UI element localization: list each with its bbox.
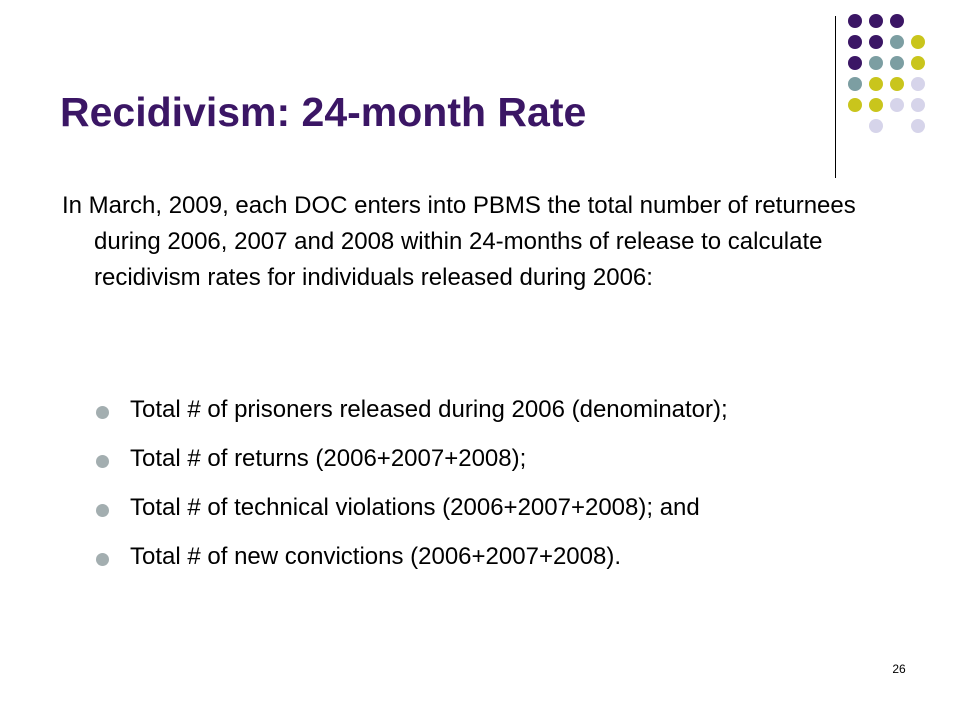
decorative-dot <box>848 56 862 70</box>
decorative-dot <box>869 56 883 70</box>
bullet-item <box>96 392 926 428</box>
decorative-dot <box>911 35 925 49</box>
decorative-dot <box>890 98 904 112</box>
bullet-item <box>96 539 926 575</box>
decorative-dot <box>848 35 862 49</box>
decorative-dot <box>911 77 925 91</box>
bullet-dot-icon <box>96 504 109 517</box>
decorative-dot <box>911 119 925 133</box>
bullet-dot-icon <box>96 455 109 468</box>
bullet-list <box>96 392 926 588</box>
decorative-dot <box>869 98 883 112</box>
bullet-text: Total # of returns (2006+2007+2008); <box>130 445 527 472</box>
decorative-dot <box>890 35 904 49</box>
bullet-dot-icon <box>96 553 109 566</box>
decorative-dot-grid <box>848 12 952 156</box>
slide-title: Recidivism: 24-month Rate <box>60 89 587 135</box>
decorative-dot <box>890 56 904 70</box>
decorative-dot <box>869 77 883 91</box>
vertical-divider <box>835 16 836 178</box>
decorative-dot <box>848 14 862 28</box>
bullet-item <box>96 490 926 526</box>
decorative-dot <box>869 35 883 49</box>
decorative-dot <box>911 98 925 112</box>
decorative-dot <box>869 119 883 133</box>
decorative-dot <box>848 98 862 112</box>
decorative-dot <box>890 14 904 28</box>
bullet-text: Total # of prisoners released during 2006 (denominator); <box>130 396 728 423</box>
bullet-text: Total # of new convictions (2006+2007+2008). <box>130 543 622 570</box>
intro-paragraph: In March, 2009, each DOC enters into PBMS the total number of returnees during 2006, 2007 and 2008 within 24-months of release to calculate recidivism rates for individuals released during 2006: <box>62 192 856 291</box>
decorative-dot <box>869 14 883 28</box>
bullet-item <box>96 441 926 477</box>
page-number: 26 <box>892 662 906 676</box>
decorative-dot <box>848 77 862 91</box>
decorative-dot <box>911 56 925 70</box>
bullet-dot-icon <box>96 406 109 419</box>
decorative-dot <box>890 77 904 91</box>
bullet-text: Total # of technical violations (2006+2007+2008); and <box>130 494 700 521</box>
